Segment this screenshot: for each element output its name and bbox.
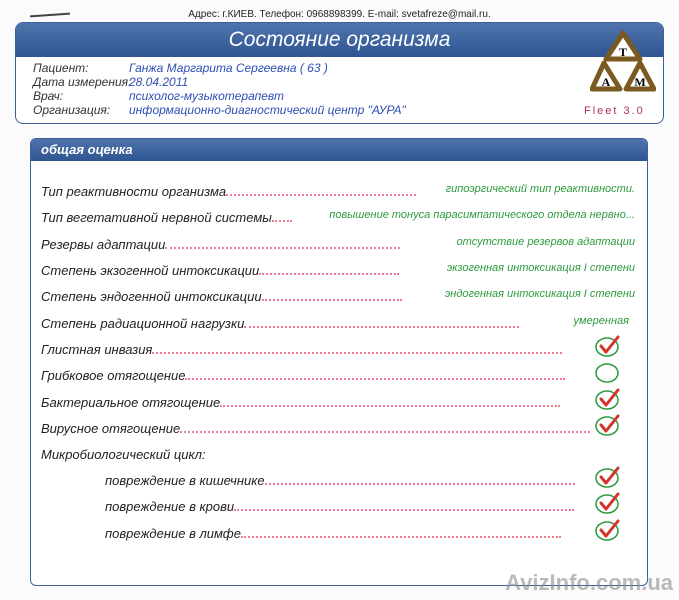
dotted-leader bbox=[262, 299, 402, 301]
info-label: Врач: bbox=[33, 89, 64, 103]
watermark: AvizInfo.com.ua bbox=[505, 570, 673, 595]
empty-circle-icon bbox=[595, 361, 621, 383]
assessment-value: умеренная bbox=[573, 314, 629, 327]
row-label: Тип вегетативной нервной системы bbox=[41, 210, 272, 226]
dotted-leader bbox=[234, 509, 574, 511]
assessment-value: гипоэргический тип реактивности. bbox=[445, 183, 635, 195]
dotted-leader bbox=[259, 273, 399, 275]
check-row bbox=[41, 390, 560, 410]
row-label: Вирусное отягощение bbox=[41, 420, 181, 436]
svg-text:Т: Т bbox=[618, 45, 628, 59]
row-label: повреждение в лимфе bbox=[105, 525, 242, 541]
tam-logo-icon bbox=[590, 29, 656, 97]
row-label: Микробиологический цикл: bbox=[41, 447, 206, 462]
checked-circle-icon bbox=[595, 492, 621, 514]
row-label: Резервы адаптации bbox=[41, 236, 166, 252]
check-row bbox=[41, 416, 590, 436]
row-label: Грибковое отягощение bbox=[41, 368, 186, 384]
dotted-leader bbox=[165, 247, 400, 249]
micro-row bbox=[105, 468, 575, 488]
checked-circle-icon bbox=[595, 466, 621, 488]
assessment-row bbox=[41, 232, 400, 252]
row-label: Тип реактивности организма bbox=[41, 184, 227, 199]
page-title: Состояние организма bbox=[16, 23, 663, 57]
micro-row bbox=[105, 494, 574, 514]
dotted-leader bbox=[226, 194, 416, 196]
assessment-row bbox=[41, 311, 519, 331]
micro-row bbox=[105, 521, 561, 541]
row-label: Бактериальное отягощение bbox=[41, 394, 221, 410]
header-panel bbox=[15, 22, 664, 124]
general-assessment-section bbox=[30, 138, 648, 586]
row-label: Степень радиационной нагрузки bbox=[41, 315, 245, 331]
row-label: Глистная инвазия bbox=[41, 342, 153, 357]
assessment-row bbox=[41, 205, 292, 225]
info-value: 28.04.2011 bbox=[129, 75, 189, 89]
svg-text:А: А bbox=[601, 75, 611, 89]
checked-circle-icon bbox=[595, 388, 621, 410]
dotted-leader bbox=[272, 220, 292, 222]
assessment-value: повышение тонуса парасимпатического отдела нервно... bbox=[329, 209, 635, 222]
section-title: общая оценка bbox=[31, 139, 647, 161]
dotted-leader bbox=[152, 352, 562, 354]
info-value: Ганжа Маргарита Сергеевна ( 63 ) bbox=[129, 61, 328, 75]
check-row bbox=[41, 363, 565, 383]
assessment-row bbox=[41, 284, 402, 304]
info-label: Дата измерения: bbox=[33, 75, 132, 89]
row-label: повреждение в крови bbox=[105, 499, 235, 515]
dotted-leader bbox=[265, 483, 575, 485]
check-row bbox=[41, 337, 562, 357]
assessment-value: эндогенная интоксикация I степени bbox=[444, 288, 635, 301]
checked-circle-icon bbox=[595, 335, 621, 357]
row-label: повреждение в кишечнике bbox=[105, 473, 265, 488]
info-value: психолог-музыкотерапевт bbox=[129, 89, 285, 103]
assessment-row bbox=[41, 258, 399, 278]
info-label: Организация: bbox=[33, 103, 111, 117]
row-label: Степень эндогенной интоксикации bbox=[41, 289, 262, 305]
dotted-leader bbox=[241, 536, 561, 538]
info-label: Пациент: bbox=[33, 61, 89, 75]
info-value: информационно-диагностический центр "АУРА" bbox=[129, 103, 406, 117]
assessment-row bbox=[41, 179, 416, 199]
checked-circle-icon bbox=[595, 414, 621, 436]
dotted-leader bbox=[244, 326, 519, 328]
dotted-leader bbox=[220, 405, 560, 407]
dotted-leader bbox=[180, 431, 590, 433]
assessment-value: отсутствие резервов адаптации bbox=[456, 235, 635, 248]
dotted-leader bbox=[185, 378, 565, 380]
checked-circle-icon bbox=[595, 519, 621, 541]
micro-title bbox=[41, 442, 206, 462]
address-line: Адрес: г.КИЕВ. Телефон: 0968898399. E-mail: svetafreze@mail.ru. bbox=[188, 9, 491, 20]
assessment-value: экзогенная интоксикация I степени bbox=[446, 261, 635, 274]
row-label: Степень экзогенной интоксикации bbox=[41, 262, 260, 278]
svg-text:М: М bbox=[634, 75, 646, 89]
version-label: Fleet 3.0 bbox=[584, 105, 645, 117]
